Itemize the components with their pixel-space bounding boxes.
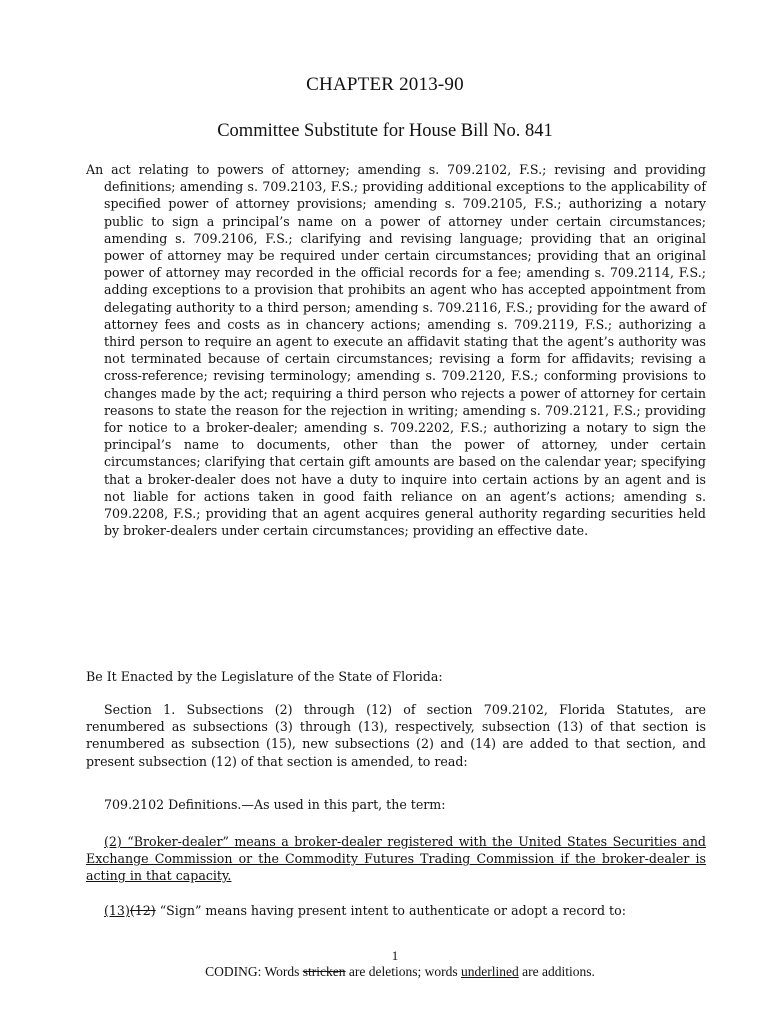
- bill-title: Committee Substitute for House Bill No. 841: [217, 121, 553, 141]
- new-subsection-number: (13): [104, 903, 130, 918]
- definitions-intro: 709.2102 Definitions.—As used in this part, the term:: [104, 797, 446, 812]
- broker-dealer-definition: (2) “Broker-dealer” means a broker-dealer registered with the United States Securities and Exchange Commission or the Commodity Futures Trading Commission if the broker-dealer is acting in that capacity.: [86, 834, 706, 884]
- coding-prefix: CODING: Words: [205, 964, 303, 979]
- sign-definition: [86, 902, 706, 919]
- page-number: 1: [391, 948, 399, 963]
- coding-middle: are deletions; words: [345, 964, 462, 979]
- coding-underlined-example: underlined: [461, 964, 519, 979]
- coding-stricken-example: stricken: [302, 964, 346, 979]
- section-1-paragraph: Section 1. Subsections (2) through (12) of section 709.2102, Florida Statutes, are renumbered as subsections (3) through (13), respectively, subsection (13) of that section is renumbered as subsection (15), new subsections (2) and (14) are added to that section, and present subsection (12) of that section is amended, to read:: [86, 702, 706, 769]
- enacting-clause: Be It Enacted by the Legislature of the State of Florida:: [86, 669, 443, 684]
- act-title-paragraph: An act relating to powers of attorney; amending s. 709.2102, F.S.; revising and providing definitions; amending s. 709.2103, F.S.; providing additional exceptions to the applicability of specified power of attorney provisions; amending s. 709.2105, F.S.; authorizing a notary public to sign a principal’s name on a power of attorney under certain circumstances; amending s. 709.2106, F.S.; clarifying and revising language; providing that an original power of attorney may be required under certain circumstances; providing that an original power of attorney may recorded in the official records for a fee; amending s. 709.2114, F.S.; adding exceptions to a provision that prohibits an agent who has accepted appointment from delegating authority to a third person; amending s. 709.2116, F.S.; providing for the award of attorney fees and costs as in chancery actions; amending s. 709.2119, F.S.; authorizing a third person to require an agent to execute an affidavit stating that the agent’s authority was not terminated because of certain circumstances; revising a form for affidavits; revising a cross-reference; revising terminology; amending s. 709.2120, F.S.; conforming provisions to changes made by the act; requiring a third person who rejects a power of attorney for certain reasons to state the reason for the rejection in writing; amending s. 709.2121, F.S.; providing for notice to a broker-dealer; amending s. 709.2202, F.S.; authorizing a notary to sign the principal’s name to documents, other than the power of attorney, under certain circumstances; clarifying that certain gift amounts are based on the calendar year; specifying that a broker-dealer does not have a duty to inquire into certain actions by an agent and is not liable for actions taken in good faith reliance on an agent’s actions; amending s. 709.2208, F.S.; providing that an agent acquires general authority regarding securities held by broker-dealers under certain circumstances; providing an effective date.: [86, 162, 706, 539]
- deleted-subsection-number: (12): [129, 903, 156, 918]
- sign-definition-text: “Sign” means having present intent to authenticate or adopt a record to:: [155, 903, 626, 918]
- chapter-heading: CHAPTER 2013-90: [306, 74, 464, 95]
- coding-legend: [0, 964, 770, 980]
- coding-suffix: are additions.: [518, 964, 595, 979]
